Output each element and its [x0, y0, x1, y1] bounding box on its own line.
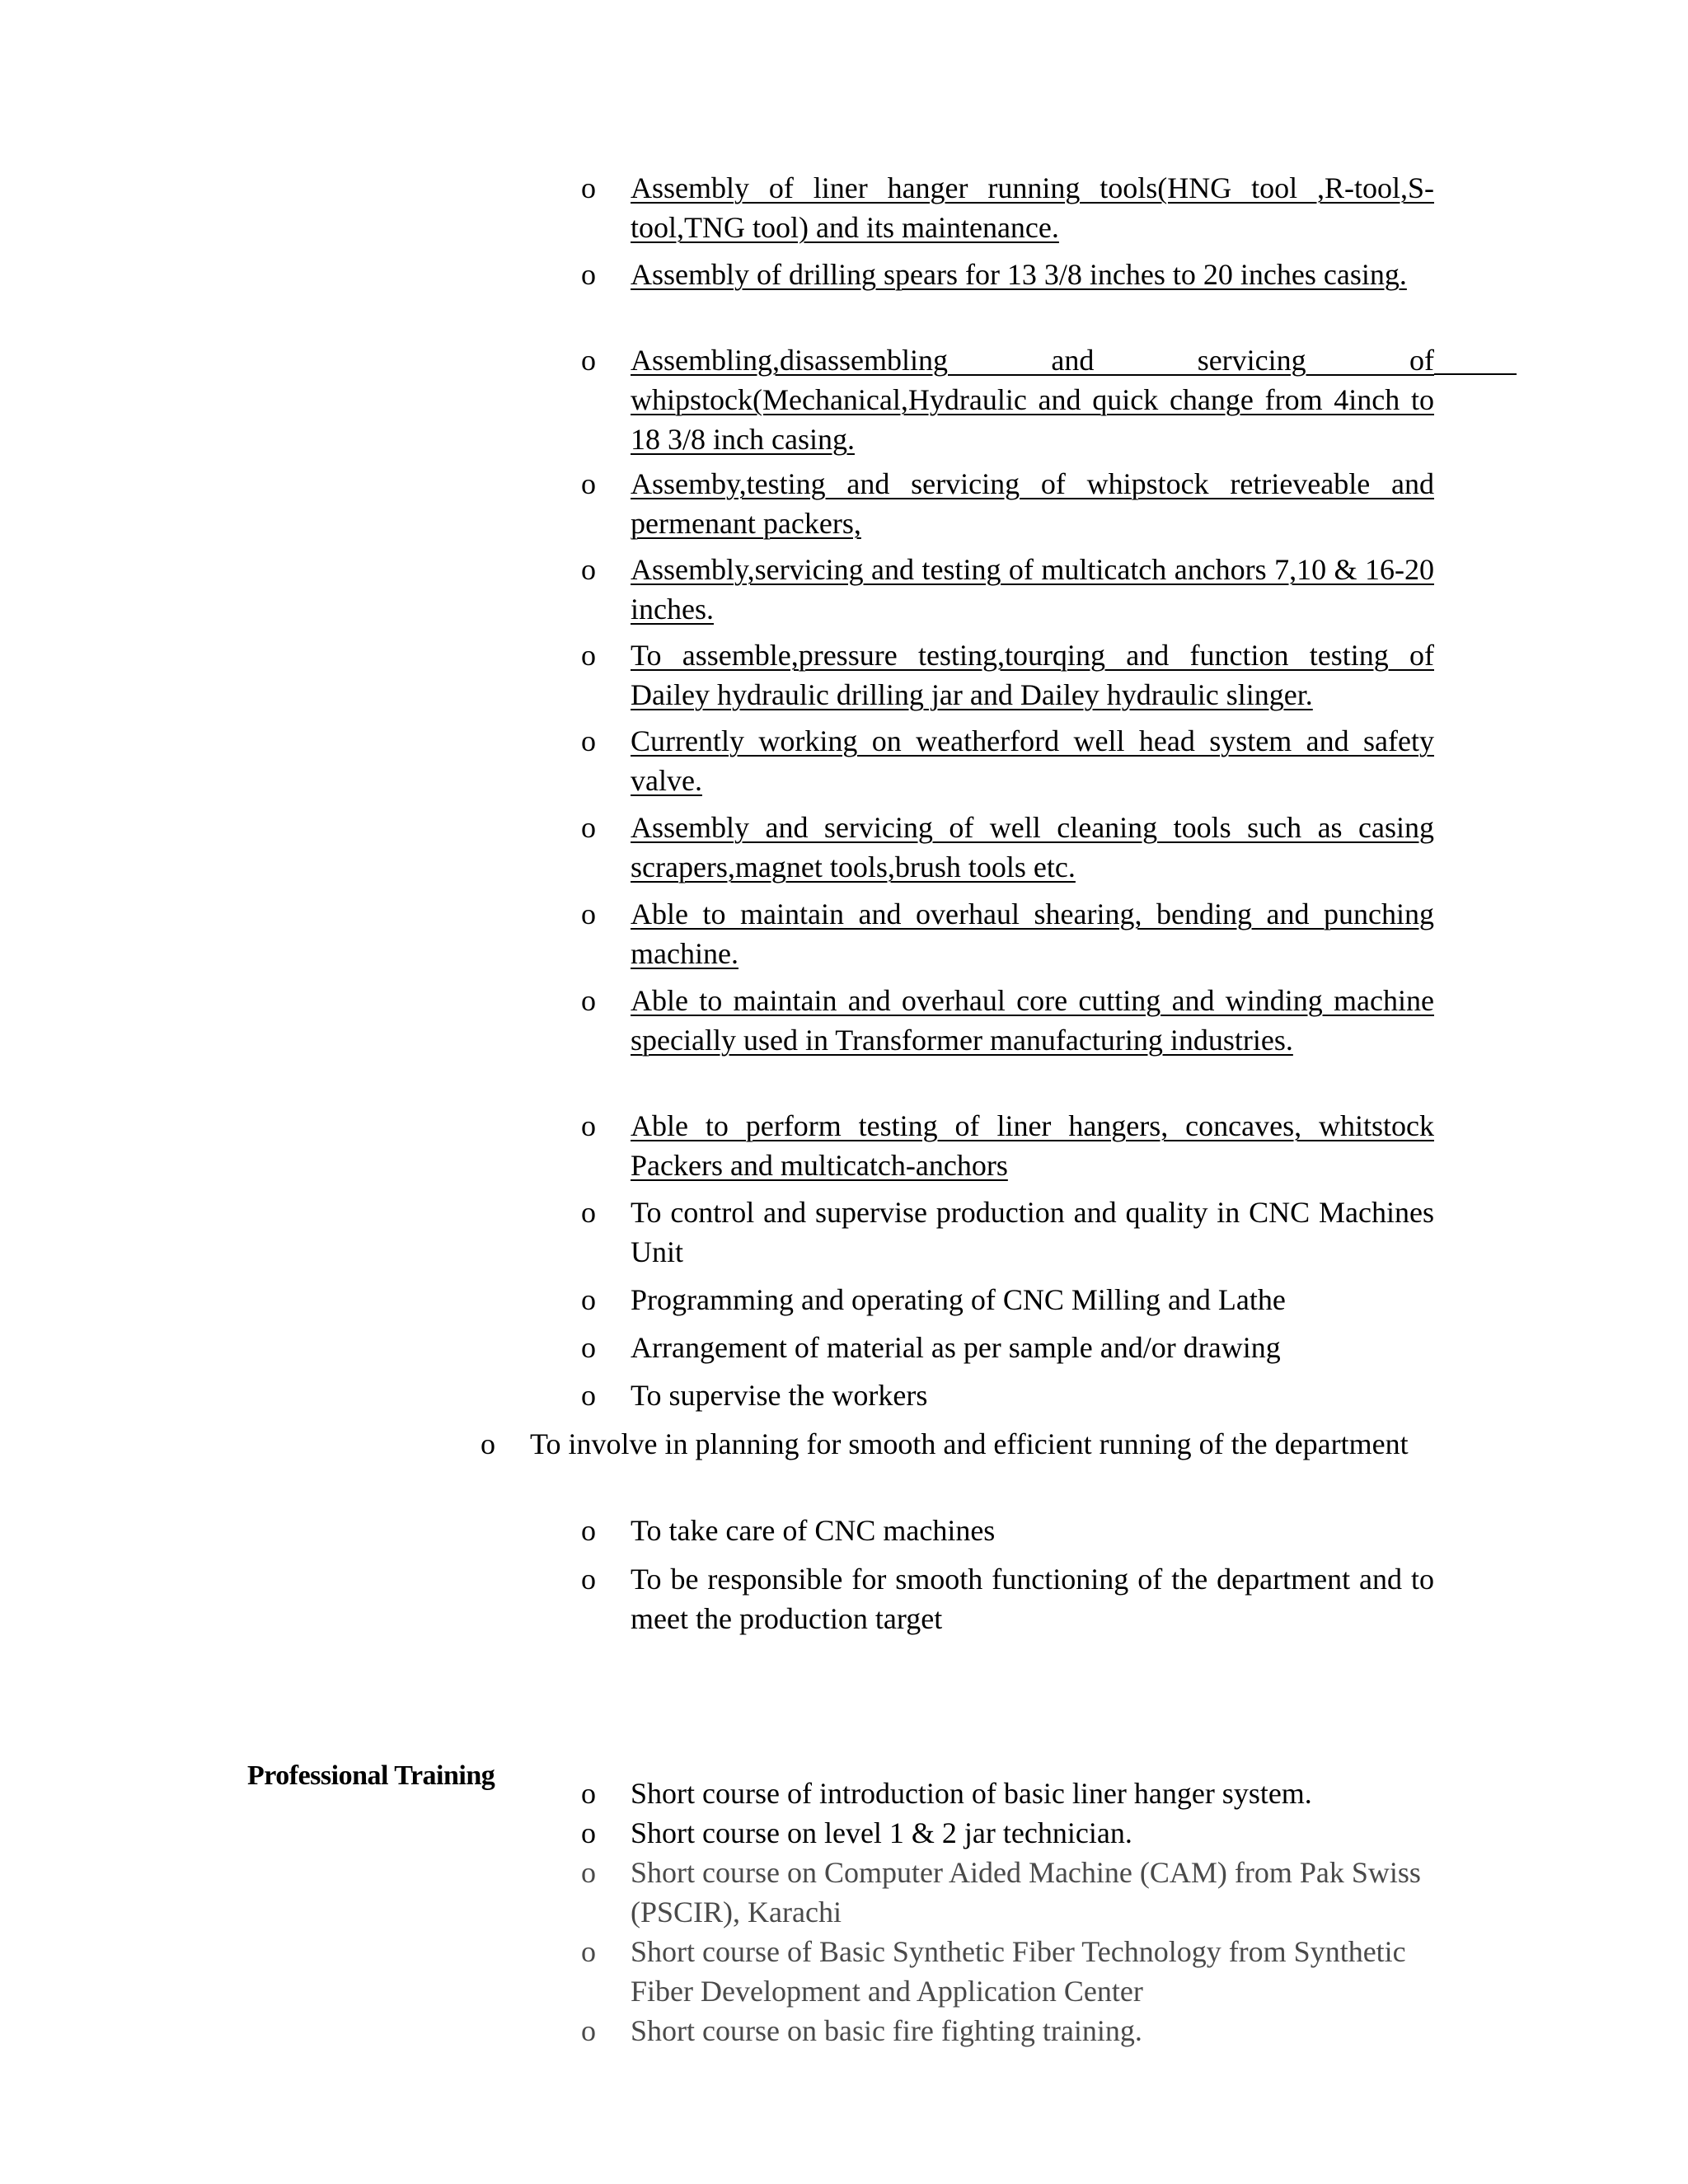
bullet-marker: o — [581, 724, 596, 757]
bullet-marker: o — [581, 639, 596, 672]
list-item — [581, 1932, 1434, 2011]
planning-sub-text: To take care of CNC machines — [631, 1514, 996, 1547]
list-item — [481, 1424, 1434, 1464]
planning-text: To involve in planning for smooth and efficient running of the department — [530, 1427, 1409, 1460]
duty-text: Currently working on weatherford well head system and safety valve. — [631, 724, 1434, 797]
training-text: Short course of Basic Synthetic Fiber Technology from Synthetic Fiber Development and Application Center — [631, 1935, 1406, 2008]
list-item — [581, 1813, 1434, 1853]
bullet-marker: o — [581, 258, 596, 291]
list-item — [581, 1511, 1434, 1550]
underline-trail — [1434, 373, 1517, 375]
list-item — [581, 894, 1434, 973]
list-item — [581, 464, 1434, 543]
bullet-marker: o — [581, 1283, 596, 1316]
list-item — [581, 1774, 1434, 1813]
duty-text: To assemble,pressure testing,tourqing and function testing of Dailey hydraulic drilling jar and Dailey hydraulic slinger. — [631, 639, 1434, 711]
bullet-marker: o — [581, 1816, 596, 1849]
bullet-marker: o — [581, 1563, 596, 1596]
bullet-marker: o — [581, 811, 596, 844]
bullet-marker: o — [581, 1777, 596, 1810]
planning-sub-text: To be responsible for smooth functioning of the department and to meet the production target — [631, 1563, 1434, 1635]
duty-text: Programming and operating of CNC Milling and Lathe — [631, 1283, 1286, 1316]
duty-text: Assembly,servicing and testing of multicatch anchors 7,10 & 16-20 inches. — [631, 553, 1434, 626]
bullet-marker: o — [581, 2014, 596, 2047]
training-text: Short course on Computer Aided Machine (CAM) from Pak Swiss (PSCIR), Karachi — [631, 1856, 1421, 1929]
bullet-marker: o — [581, 898, 596, 930]
bullet-marker: o — [581, 1109, 596, 1142]
list-item — [581, 981, 1434, 1060]
list-item — [581, 1106, 1434, 1185]
bullet-marker: o — [581, 344, 596, 377]
list-item — [581, 168, 1434, 247]
duty-text: Able to maintain and overhaul shearing, bending and punching machine. — [631, 898, 1434, 970]
duty-text: Assemby,testing and servicing of whipstock retrieveable and permenant packers, — [631, 467, 1434, 540]
list-item — [581, 1559, 1434, 1638]
list-item — [581, 808, 1434, 887]
bullet-marker: o — [581, 1331, 596, 1364]
list-item — [581, 340, 1434, 459]
bullet-marker: o — [581, 1379, 596, 1412]
list-item — [581, 1853, 1434, 1932]
section-title-professional-training: Professional Training — [247, 1760, 495, 1791]
bullet-marker: o — [581, 1856, 596, 1889]
bullet-marker: o — [581, 467, 596, 500]
duty-text: Able to maintain and overhaul core cutting and winding machine specially used in Transformer manufacturing industries. — [631, 984, 1434, 1057]
list-item — [581, 1328, 1434, 1367]
duty-text: Assembling,disassembling and servicing of whipstock(Mechanical,Hydraulic and quick change from 4inch to 18 3/8 inch casing. — [631, 344, 1434, 456]
duty-text: Assembly of liner hanger running tools(HNG tool ,R-tool,S-tool,TNG tool) and its maintenance. — [631, 171, 1434, 244]
list-item — [581, 635, 1434, 715]
duty-text: Assembly and servicing of well cleaning tools such as casing scrapers,magnet tools,brush tools etc. — [631, 811, 1434, 883]
list-item — [581, 1376, 1434, 1415]
training-text: Short course on basic fire fighting training. — [631, 2014, 1142, 2047]
training-text: Short course on level 1 & 2 jar technician. — [631, 1816, 1132, 1849]
duty-text: To control and supervise production and quality in CNC Machines Unit — [631, 1196, 1434, 1268]
bullet-marker: o — [581, 171, 596, 204]
bullet-marker: o — [581, 1196, 596, 1229]
duty-text: Able to perform testing of liner hangers, concaves, whitstock Packers and multicatch-anchors — [631, 1109, 1434, 1182]
bullet-marker: o — [481, 1427, 495, 1460]
bullet-marker: o — [581, 553, 596, 586]
list-item — [581, 2011, 1434, 2050]
duty-text: Arrangement of material as per sample and/or drawing — [631, 1331, 1281, 1364]
duty-text: Assembly of drilling spears for 13 3/8 inches to 20 inches casing. — [631, 258, 1407, 291]
list-item — [581, 255, 1434, 294]
bullet-marker: o — [581, 1935, 596, 1968]
training-text: Short course of introduction of basic liner hanger system. — [631, 1777, 1312, 1810]
list-item — [581, 1280, 1434, 1319]
list-item — [581, 550, 1434, 629]
list-item — [581, 1193, 1434, 1272]
bullet-marker: o — [581, 1514, 596, 1547]
list-item — [581, 721, 1434, 800]
bullet-marker: o — [581, 984, 596, 1017]
duty-text: To supervise the workers — [631, 1379, 928, 1412]
